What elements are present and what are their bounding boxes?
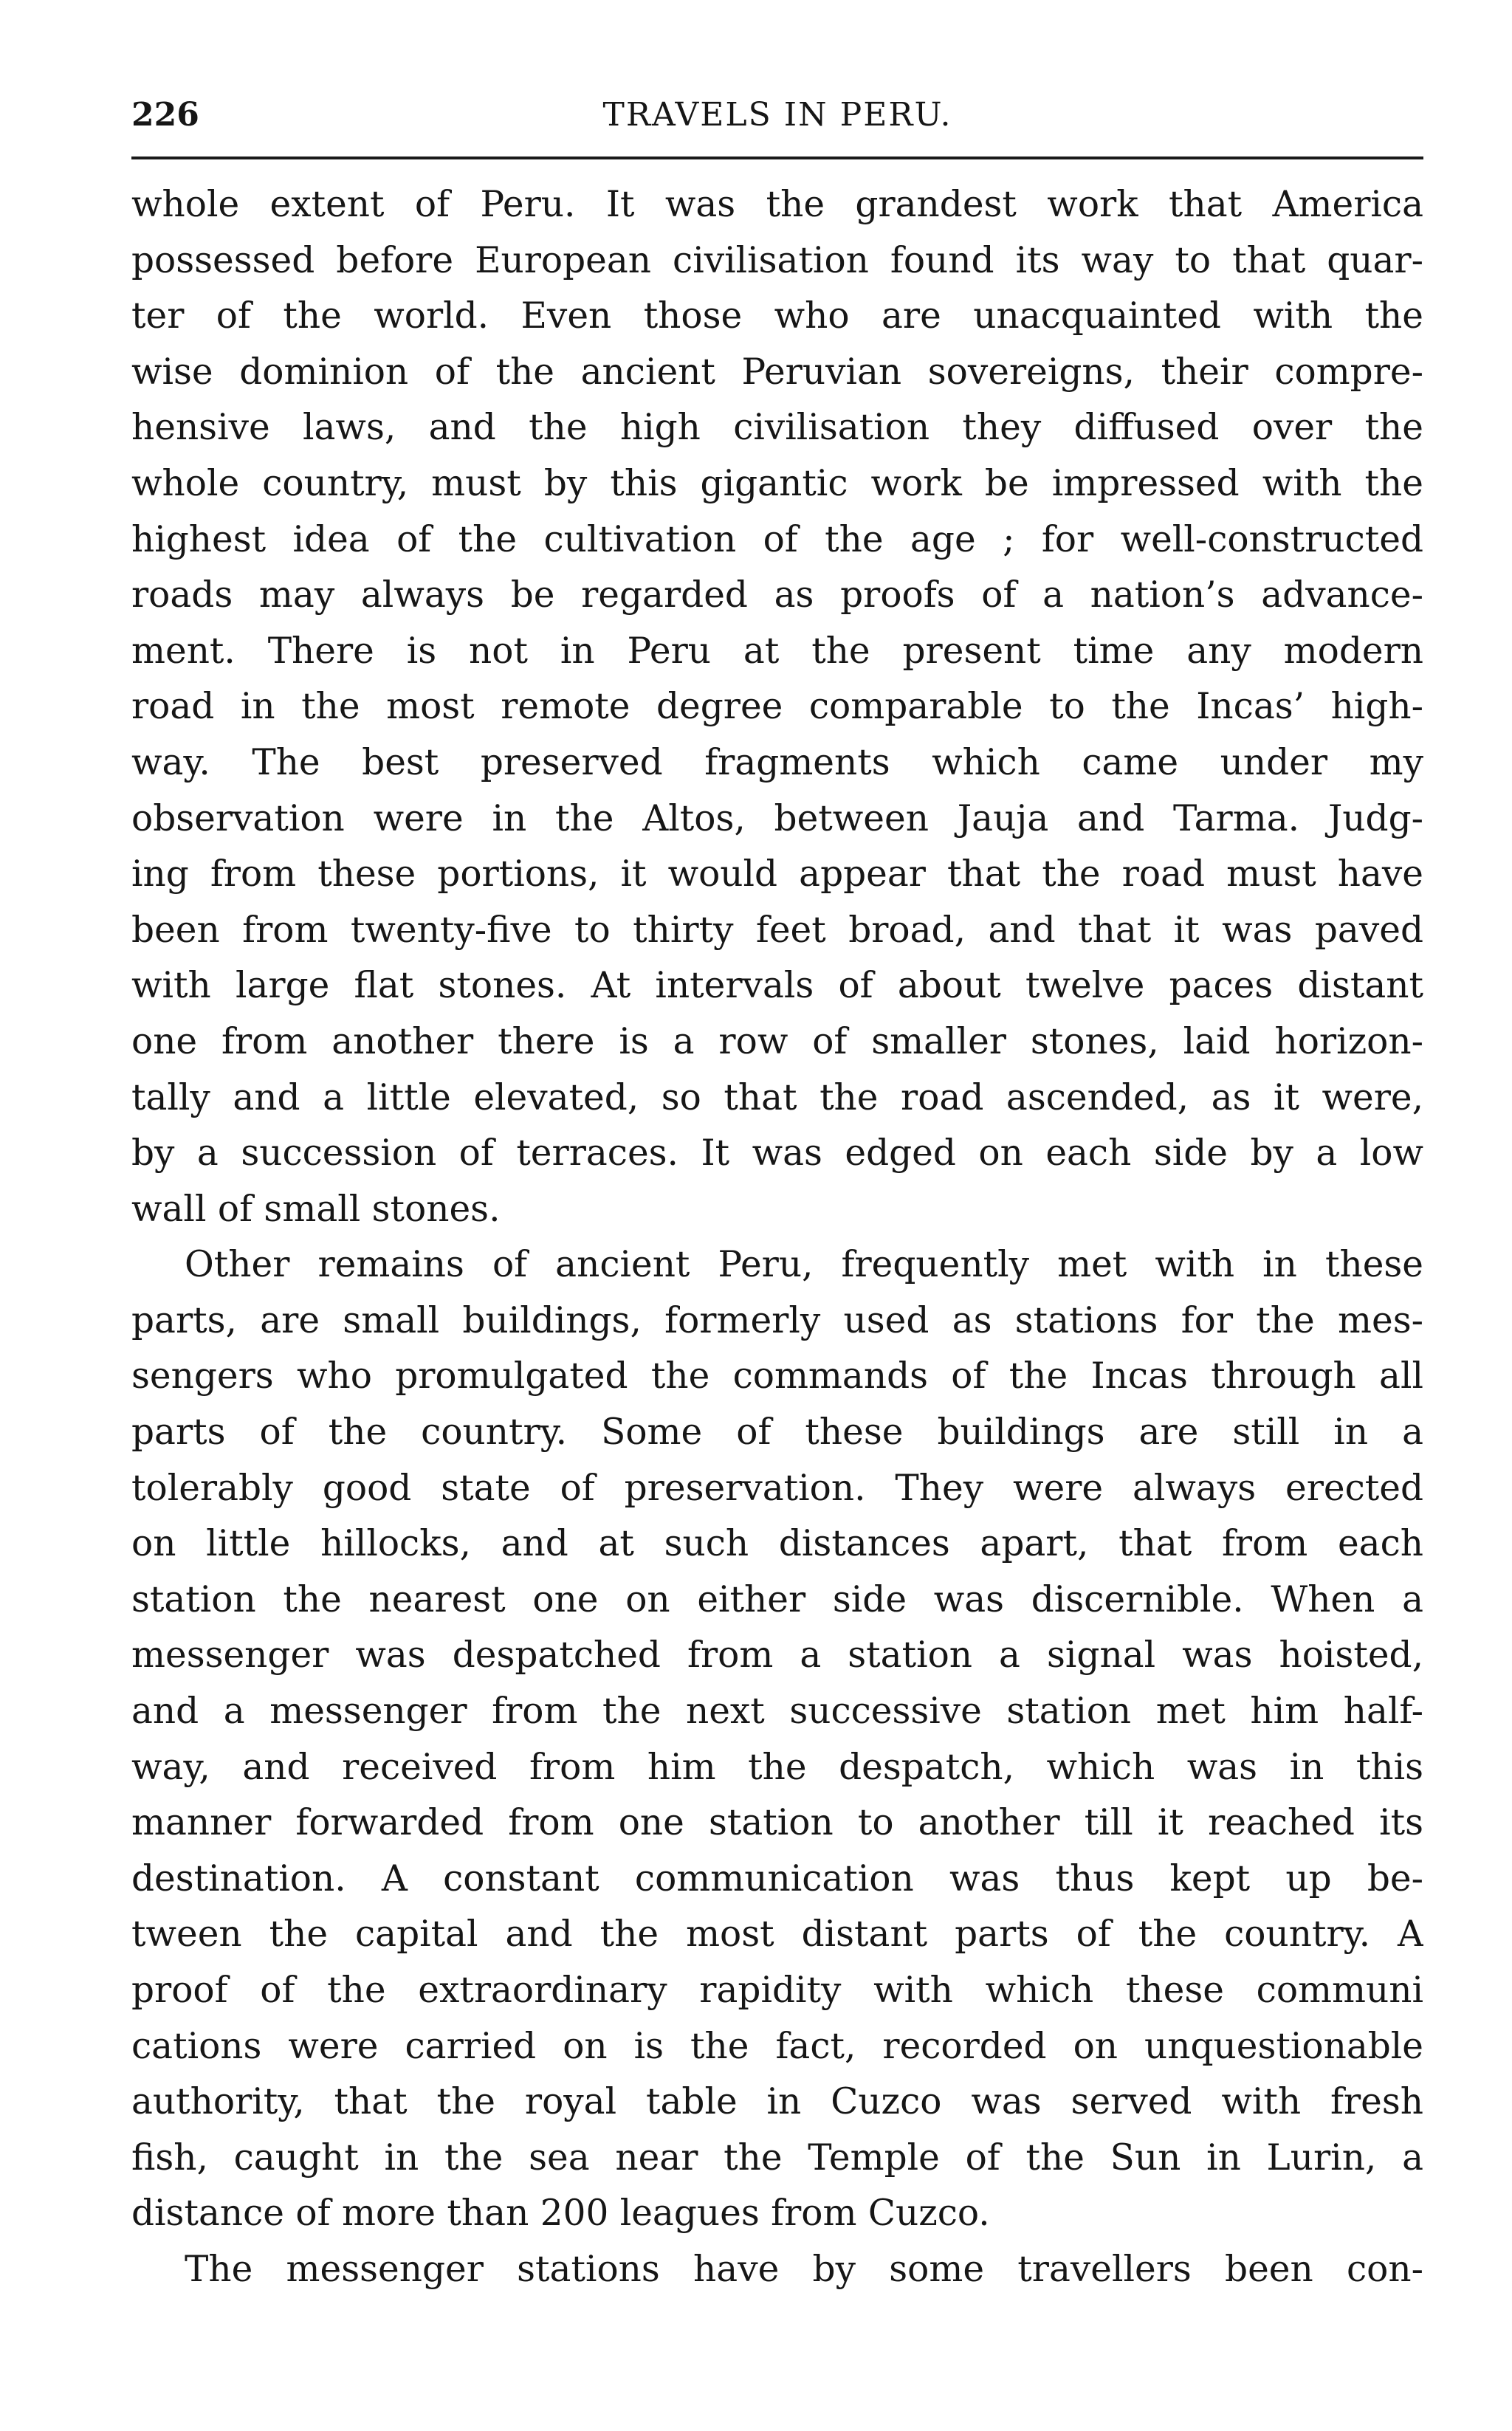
text-line: on little hillocks, and at such distances apart, that from each (131, 1523, 1423, 1565)
text-line: proof of the extraordinary rapidity with which these communi (131, 1970, 1423, 2011)
text-line: road in the most remote degree comparable to the Incas’ high- (131, 686, 1423, 728)
text-line: manner forwarded from one station to another till it reached its (131, 1802, 1423, 1844)
text-line: hensive laws, and the high civilisation they diffused over the (131, 407, 1423, 449)
page-header (131, 94, 1423, 139)
text-line: tolerably good state of preservation. They were always erected (131, 1467, 1423, 1509)
page-number: 226 (131, 96, 199, 134)
text-line: observation were in the Altos, between Jauja and Tarma. Judg- (131, 797, 1423, 839)
running-title: TRAVELS IN PERU. (602, 96, 952, 134)
text-line: ment. There is not in Peru at the present time any modern (131, 630, 1423, 672)
text-line: and a messenger from the next successive station met him half- (131, 1691, 1423, 1733)
text-line: whole country, must by this gigantic work be impressed with the (131, 462, 1423, 504)
text-line: Other remains of ancient Peru, frequently met with in these (185, 1244, 1423, 1286)
body-text (131, 177, 1423, 2298)
text-line: roads may always be regarded as proofs of a nation’s advance- (131, 574, 1423, 616)
text-line: distance of more than 200 leagues from Cuzco. (131, 2193, 990, 2235)
text-line: messenger was despatched from a station a signal was hoisted, (131, 1634, 1423, 1677)
text-line: tally and a little elevated, so that the road ascended, as it were, (131, 1076, 1423, 1118)
text-line: authority, that the royal table in Cuzco was served with fresh (131, 2081, 1423, 2123)
text-line: way, and received from him the despatch, which was in this (131, 1746, 1423, 1788)
header-rule (131, 157, 1423, 159)
text-line: The messenger stations have by some travellers been con- (185, 2248, 1423, 2290)
text-line: wall of small stones. (131, 1188, 501, 1230)
text-line: station the nearest one on either side was discernible. When a (131, 1578, 1423, 1620)
text-line: parts, are small buildings, formerly used as stations for the mes- (131, 1299, 1423, 1341)
text-line: ter of the world. Even those who are unacquainted with the (131, 295, 1423, 337)
text-line: wise dominion of the ancient Peruvian sovereigns, their compre- (131, 351, 1423, 393)
text-line: whole extent of Peru. It was the grandest work that America (131, 184, 1423, 225)
text-line: parts of the country. Some of these buildings are still in a (131, 1412, 1423, 1454)
text-line: with large flat stones. At intervals of about twelve paces distant (131, 965, 1423, 1007)
text-line: destination. A constant communication was thus kept up be- (131, 1857, 1423, 1899)
text-line: possessed before European civilisation found its way to that quar- (131, 239, 1423, 281)
text-line: fish, caught in the sea near the Temple of the Sun in Lurin, a (131, 2136, 1423, 2179)
text-line: tween the capital and the most distant parts of the country. A (131, 1913, 1423, 1956)
text-line: sengers who promulgated the commands of the Incas through all (131, 1355, 1423, 1397)
text-line: way. The best preserved fragments which came under my (131, 741, 1423, 783)
text-line: ing from these portions, it would appear that the road must have (131, 853, 1423, 895)
text-line: by a succession of terraces. It was edged on each side by a low (131, 1132, 1423, 1175)
text-line: highest idea of the cultivation of the age ; for well-constructed (131, 518, 1423, 560)
text-line: been from twenty-five to thirty feet broad, and that it was paved (131, 909, 1423, 951)
text-line: one from another there is a row of smaller stones, laid horizon- (131, 1020, 1423, 1062)
text-line: cations were carried on is the fact, recorded on unquestionable (131, 2025, 1423, 2067)
